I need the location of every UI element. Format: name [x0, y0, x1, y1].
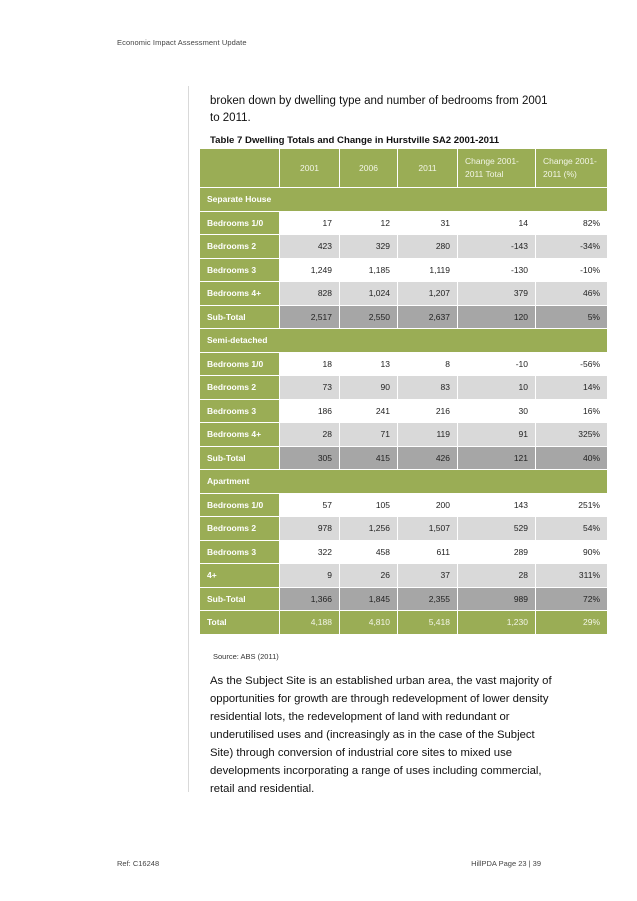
cell-value: 1,256 — [340, 517, 398, 541]
cell-value: 1,207 — [398, 282, 458, 306]
cell-value: 2,550 — [340, 305, 398, 329]
cell-value: 5% — [536, 305, 608, 329]
cell-value: 415 — [340, 446, 398, 470]
table-body — [200, 188, 608, 635]
cell-value: -130 — [458, 258, 536, 282]
cell-value: 12 — [340, 211, 398, 235]
cell-value: 28 — [280, 423, 340, 447]
cell-value: 57 — [280, 493, 340, 517]
table-row — [200, 352, 608, 376]
cell-value: 31 — [398, 211, 458, 235]
table-header-row — [200, 149, 608, 188]
cell-value: -10 — [458, 352, 536, 376]
cell-value: 91 — [458, 423, 536, 447]
cell-value: 2,355 — [398, 587, 458, 611]
table-row — [200, 540, 608, 564]
dwelling-table — [199, 148, 608, 635]
cell-value: 1,507 — [398, 517, 458, 541]
cell-value: 90% — [536, 540, 608, 564]
section-row — [200, 470, 608, 494]
cell-value: 186 — [280, 399, 340, 423]
cell-value: 379 — [458, 282, 536, 306]
cell-value: 4,810 — [340, 611, 398, 635]
cell-value: 30 — [458, 399, 536, 423]
cell-value: 13 — [340, 352, 398, 376]
cell-value: 322 — [280, 540, 340, 564]
cell-value: 2,637 — [398, 305, 458, 329]
table-row — [200, 517, 608, 541]
cell-value: 989 — [458, 587, 536, 611]
cell-value: 2,517 — [280, 305, 340, 329]
column-header: Change 2001-2011 (%) — [536, 149, 608, 188]
table-row — [200, 258, 608, 282]
table-title: Table 7 Dwelling Totals and Change in Hurstville SA2 2001-2011 — [210, 135, 500, 146]
subtotal-row — [200, 446, 608, 470]
cell-value: 1,845 — [340, 587, 398, 611]
cell-value: 1,024 — [340, 282, 398, 306]
cell-value: 83 — [398, 376, 458, 400]
section-label: Semi-detached — [200, 329, 608, 353]
cell-value: 10 — [458, 376, 536, 400]
table-row — [200, 211, 608, 235]
section-label: Separate House — [200, 188, 608, 212]
cell-value: 40% — [536, 446, 608, 470]
margin-rule — [188, 86, 189, 792]
header-blank-cell — [200, 149, 280, 188]
source-note: Source: ABS (2011) — [213, 652, 279, 661]
column-header: 2006 — [340, 149, 398, 188]
cell-value: 121 — [458, 446, 536, 470]
cell-value: 216 — [398, 399, 458, 423]
cell-value: 18 — [280, 352, 340, 376]
subtotal-row — [200, 305, 608, 329]
cell-value: 29% — [536, 611, 608, 635]
cell-value: 458 — [340, 540, 398, 564]
cell-value: 105 — [340, 493, 398, 517]
table-row — [200, 423, 608, 447]
cell-value: 611 — [398, 540, 458, 564]
cell-value: 71 — [340, 423, 398, 447]
table-row — [200, 399, 608, 423]
cell-value: 26 — [340, 564, 398, 588]
cell-value: 978 — [280, 517, 340, 541]
row-label: Bedrooms 3 — [200, 258, 280, 282]
cell-value: 529 — [458, 517, 536, 541]
cell-value: 16% — [536, 399, 608, 423]
column-header: 2011 — [398, 149, 458, 188]
table-row — [200, 235, 608, 259]
column-header: 2001 — [280, 149, 340, 188]
cell-value: 143 — [458, 493, 536, 517]
footer-reference: Ref: C16248 — [117, 859, 160, 868]
cell-value: 426 — [398, 446, 458, 470]
subtotal-row — [200, 587, 608, 611]
body-paragraph: As the Subject Site is an established urban area, the vast majority of opportunities for growth are through redevelopment of lower density residential lots, the redevelopment of land with redundant or underutilised uses and (increasingly as in the case of the Subject Site) through conversion of industrial core sites to mixed use developments incorporating a range of uses including commercial, retail and residential. — [210, 675, 552, 795]
cell-value: 1,230 — [458, 611, 536, 635]
cell-value: 241 — [340, 399, 398, 423]
cell-value: 280 — [398, 235, 458, 259]
cell-value: 82% — [536, 211, 608, 235]
row-label: Sub-Total — [200, 305, 280, 329]
column-header: Change 2001-2011 Total — [458, 149, 536, 188]
row-label: Sub-Total — [200, 587, 280, 611]
row-label: Total — [200, 611, 280, 635]
cell-value: 72% — [536, 587, 608, 611]
row-label: Bedrooms 1/0 — [200, 352, 280, 376]
cell-value: 423 — [280, 235, 340, 259]
cell-value: 46% — [536, 282, 608, 306]
footer-page-number: HillPDA Page 23 | 39 — [471, 859, 541, 868]
cell-value: 28 — [458, 564, 536, 588]
section-label: Apartment — [200, 470, 608, 494]
cell-value: 305 — [280, 446, 340, 470]
table-row — [200, 376, 608, 400]
row-label: Bedrooms 1/0 — [200, 493, 280, 517]
row-label: Bedrooms 3 — [200, 540, 280, 564]
cell-value: 1,366 — [280, 587, 340, 611]
cell-value: 4,188 — [280, 611, 340, 635]
cell-value: 289 — [458, 540, 536, 564]
cell-value: 5,418 — [398, 611, 458, 635]
row-label: Bedrooms 2 — [200, 376, 280, 400]
intro-text: broken down by dwelling type and number of bedrooms from 2001 to 2011. — [210, 95, 548, 124]
cell-value: -10% — [536, 258, 608, 282]
total-row — [200, 611, 608, 635]
cell-value: 828 — [280, 282, 340, 306]
row-label: Bedrooms 2 — [200, 517, 280, 541]
document-header: Economic Impact Assessment Update — [117, 38, 247, 47]
cell-value: 14% — [536, 376, 608, 400]
row-label: Bedrooms 3 — [200, 399, 280, 423]
row-label: Sub-Total — [200, 446, 280, 470]
cell-value: 17 — [280, 211, 340, 235]
cell-value: 120 — [458, 305, 536, 329]
row-label: Bedrooms 2 — [200, 235, 280, 259]
cell-value: 311% — [536, 564, 608, 588]
cell-value: -143 — [458, 235, 536, 259]
cell-value: 90 — [340, 376, 398, 400]
row-label: Bedrooms 1/0 — [200, 211, 280, 235]
cell-value: 14 — [458, 211, 536, 235]
cell-value: 9 — [280, 564, 340, 588]
cell-value: 329 — [340, 235, 398, 259]
row-label: 4+ — [200, 564, 280, 588]
cell-value: 200 — [398, 493, 458, 517]
row-label: Bedrooms 4+ — [200, 282, 280, 306]
row-label: Bedrooms 4+ — [200, 423, 280, 447]
cell-value: 73 — [280, 376, 340, 400]
cell-value: -56% — [536, 352, 608, 376]
section-row — [200, 188, 608, 212]
table-row — [200, 564, 608, 588]
cell-value: 1,185 — [340, 258, 398, 282]
section-row — [200, 329, 608, 353]
cell-value: 119 — [398, 423, 458, 447]
cell-value: 251% — [536, 493, 608, 517]
cell-value: 325% — [536, 423, 608, 447]
cell-value: 54% — [536, 517, 608, 541]
cell-value: 37 — [398, 564, 458, 588]
cell-value: -34% — [536, 235, 608, 259]
cell-value: 8 — [398, 352, 458, 376]
table-row — [200, 493, 608, 517]
cell-value: 1,119 — [398, 258, 458, 282]
table-row — [200, 282, 608, 306]
cell-value: 1,249 — [280, 258, 340, 282]
